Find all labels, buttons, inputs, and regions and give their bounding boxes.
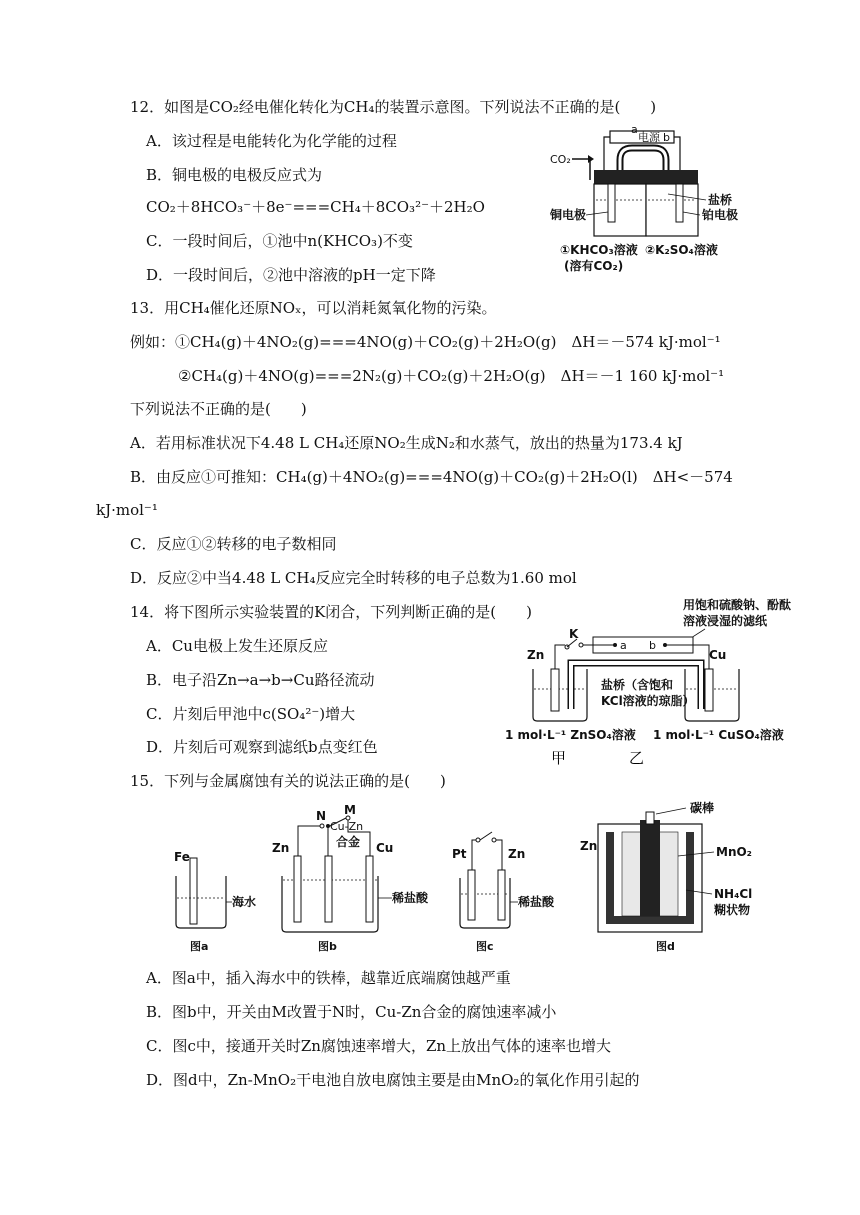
- copper-electrode: [608, 184, 615, 222]
- co2-inlet-label: CO₂: [550, 153, 571, 166]
- znso4-solution-label: 1 mol·L⁻¹ ZnSO₄溶液: [505, 728, 636, 742]
- caption-b: 图b: [318, 940, 337, 953]
- caption-d: 图d: [656, 940, 675, 953]
- switch-c: [476, 838, 480, 842]
- point-a: [613, 643, 617, 647]
- figure-d: [580, 800, 752, 953]
- power-terminal-a: a: [631, 123, 638, 136]
- switch-k-label: K: [569, 627, 579, 641]
- platinum-electrode-label: 铂电极: [702, 208, 739, 222]
- switch-n-label: N: [316, 809, 327, 823]
- q12-option-b-equation: CO₂＋8HCO₃⁻＋8e⁻===CH₄＋8CO₃²⁻＋2H₂O: [146, 198, 485, 216]
- nh4cl-label: NH₄Cl: [714, 887, 753, 901]
- platinum-electrode-c: [468, 870, 475, 920]
- point-b: [663, 643, 667, 647]
- q12-option-d: D．一段时间后，②池中溶液的pH一定下降: [146, 266, 436, 284]
- q14-stem: 14．将下图所示实验装置的K闭合，下列判断正确的是( ): [130, 603, 532, 621]
- cell-jia-label: 甲: [551, 749, 567, 767]
- q12-option-c: C．一段时间后，①池中n(KHCO₃)不变: [146, 232, 413, 250]
- q15-corrosion-figures: [170, 798, 790, 958]
- alloy-label-2: 合金: [336, 835, 361, 849]
- platinum-label-c: Pt: [452, 847, 467, 861]
- cell2-container: [646, 184, 698, 236]
- figure-a: [174, 850, 256, 953]
- carbon-rod-label: 碳棒: [690, 801, 715, 815]
- q13-reaction-2: ②CH₄(g)＋4NO(g)===2N₂(g)＋CO₂(g)＋2H₂O(g) ΔH＝－1 160 kJ·mol⁻¹: [178, 367, 725, 385]
- q14-option-d: D．片刻后可观察到滤纸b点变红色: [146, 738, 378, 756]
- q13-option-a: A．若用标准状况下4.48 L CH₄还原NO₂生成N₂和水蒸气，放出的热量为173.4 kJ: [130, 434, 683, 452]
- q15-stem: 15．下列与金属腐蚀有关的说法正确的是( ): [130, 772, 446, 790]
- beaker-jia: [533, 669, 587, 721]
- hcl-label-c: 稀盐酸: [518, 895, 555, 909]
- q13-option-d: D．反应②中当4.48 L CH₄反应完全时转移的电子总数为1.60 mol: [130, 569, 577, 587]
- point-a-label: a: [620, 639, 627, 652]
- copper-electrode-label: 铜电极: [550, 208, 587, 222]
- q13-option-c: C．反应①②转移的电子数相同: [130, 535, 337, 553]
- paste-label: 糊状物: [714, 903, 751, 917]
- q12-electrolysis-figure: [550, 122, 750, 277]
- switch-m-label: M: [344, 803, 356, 817]
- copper-electrode-b: [366, 856, 373, 922]
- cell2-solution-label: ②K₂SO₄溶液: [645, 243, 718, 257]
- point-b-label: b: [649, 639, 656, 652]
- alloy-label-1: Cu-Zn: [330, 820, 364, 833]
- cell1-solution-label: ①KHCO₃溶液: [560, 243, 638, 257]
- zinc-label-d: Zn: [580, 839, 598, 853]
- salt-bridge-label-2: KCl溶液的琼脂）: [601, 694, 695, 708]
- caption-a: 图a: [190, 940, 209, 953]
- q13-option-b-unit: kJ·mol⁻¹: [96, 501, 158, 519]
- q13-stem: 13．用CH₄催化还原NOₓ，可以消耗氮氧化物的污染。: [130, 299, 497, 317]
- q12-option-b: B．铜电极的电极反应式为: [146, 166, 323, 184]
- q14-option-c: C．片刻后甲池中c(SO₄²⁻)增大: [146, 705, 356, 723]
- cell-yi-label: 乙: [629, 749, 645, 767]
- zinc-electrode-c: [498, 870, 505, 920]
- beaker-a: [176, 876, 226, 928]
- q15-option-a: A．图a中，插入海水中的铁棒，越靠近底端腐蚀越严重: [146, 969, 511, 987]
- salt-bridge-label-1: 盐桥（含饱和: [601, 678, 674, 692]
- seawater-label: 海水: [232, 895, 257, 909]
- power-terminal-b: b: [663, 131, 670, 144]
- cell2-stopper: [646, 170, 698, 184]
- hcl-label-b: 稀盐酸: [392, 891, 429, 905]
- copper-label-b: Cu: [376, 841, 394, 855]
- cell1-stopper: [594, 170, 646, 184]
- cell1-container: [594, 184, 646, 236]
- filter-paper-label-1: 用饱和硫酸钠、酚酞: [683, 598, 792, 612]
- salt-bridge-label: 盐桥: [708, 193, 733, 207]
- zinc-label-b: Zn: [272, 841, 290, 855]
- cell1-solution-note: (溶有CO₂): [564, 259, 624, 273]
- figure-b: [272, 803, 429, 953]
- co2-inlet-tube: [572, 159, 590, 180]
- copper-electrode: [705, 669, 713, 711]
- q13-option-b: B．由反应①可推知：CH₄(g)＋4NO₂(g)===4NO(g)＋CO₂(g)＋2H₂O(l) ΔH<－574: [130, 468, 733, 486]
- q15-option-c: C．图c中，接通开关时Zn腐蚀速率增大，Zn上放出气体的速率也增大: [146, 1037, 612, 1055]
- figure-c: [452, 832, 555, 953]
- q13-question: 下列说法不正确的是( ): [130, 400, 307, 418]
- q12-stem: 12．如图是CO₂经电催化转化为CH₄的装置示意图。下列说法不正确的是( ): [130, 98, 657, 116]
- filter-paper-label-2: 溶液浸湿的滤纸: [683, 614, 768, 628]
- carbon-rod: [640, 820, 660, 916]
- platinum-electrode: [676, 184, 683, 222]
- zinc-electrode-b: [294, 856, 301, 922]
- q13-reaction-1: 例如：①CH₄(g)＋4NO₂(g)===4NO(g)＋CO₂(g)＋2H₂O(g) ΔH＝－574 kJ·mol⁻¹: [130, 333, 721, 351]
- zinc-label: Zn: [527, 648, 545, 662]
- caption-c: 图c: [476, 940, 494, 953]
- q14-galvanic-cell-figure: [505, 597, 792, 769]
- q15-option-b: B．图b中，开关由M改置于N时，Cu-Zn合金的腐蚀速率减小: [146, 1003, 557, 1021]
- zinc-label-c: Zn: [508, 847, 526, 861]
- cuso4-solution-label: 1 mol·L⁻¹ CuSO₄溶液: [653, 728, 784, 742]
- q14-option-b: B．电子沿Zn→a→b→Cu路径流动: [146, 671, 375, 689]
- iron-rod: [190, 858, 197, 924]
- power-supply-label: 电源: [638, 131, 660, 144]
- alloy-electrode-b: [325, 856, 332, 922]
- q14-option-a: A．Cu电极上发生还原反应: [146, 637, 328, 655]
- iron-label: Fe: [174, 850, 190, 864]
- zinc-electrode: [551, 669, 559, 711]
- mno2-label: MnO₂: [716, 845, 752, 859]
- copper-label: Cu: [709, 648, 727, 662]
- q12-option-a: A．该过程是电能转化为化学能的过程: [146, 132, 397, 150]
- q15-option-d: D．图d中，Zn-MnO₂干电池自放电腐蚀主要是由MnO₂的氧化作用引起的: [146, 1071, 640, 1089]
